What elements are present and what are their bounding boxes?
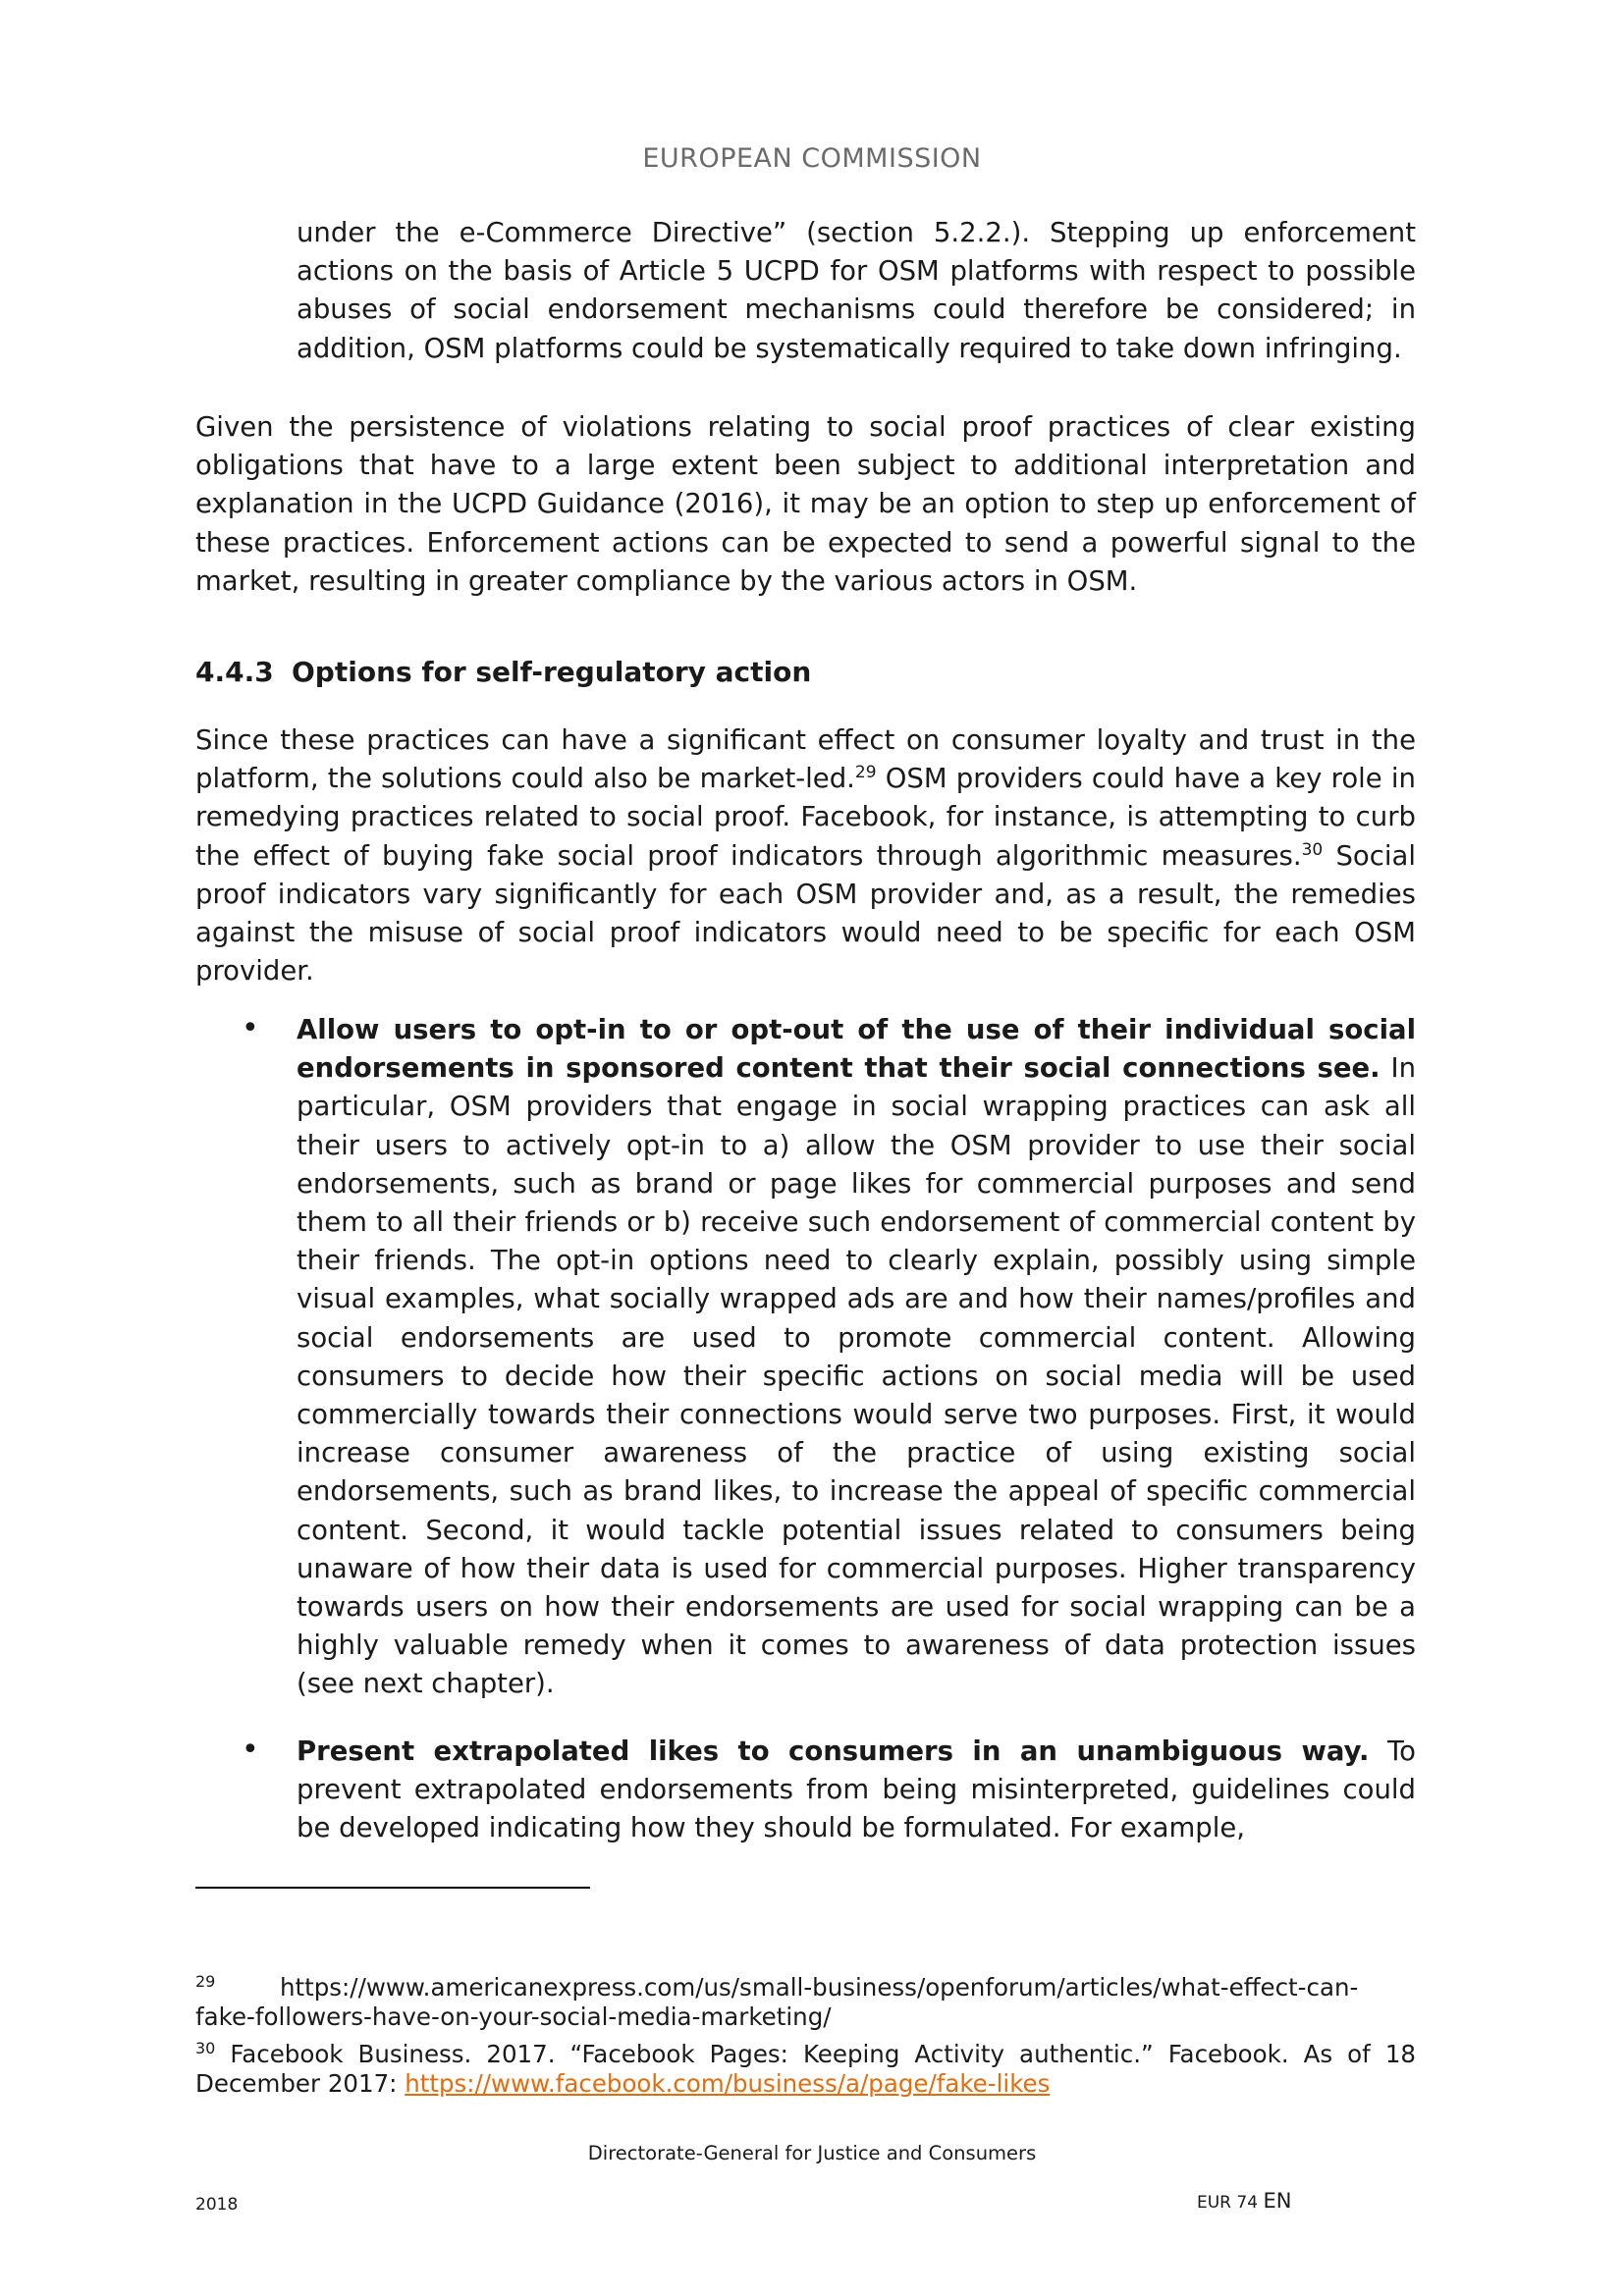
page-header: EUROPEAN COMMISSION [642, 143, 982, 174]
footer-doc-number: EUR 74 [1197, 2193, 1259, 2213]
footnote-ref-29[interactable]: 29 [854, 763, 877, 783]
bullet-body: In particular, OSM providers that engage in social wrapping practices can ask all their users to actively opt-in to a) allow the OSM provider to use their social endorsements, such as brand or page likes for commercial purposes and send them to all their friends or b) receive such endorsement of commercial content by their friends. The opt-in options need to clearly explain, possibly using simple visual examples, what socially wrapped ads are and how their names/profiles and social endorsements are used to promote commercial content. Allowing consumers to decide how their specific actions on social media will be used commercially towards their connections would serve two purposes. First, it would increase consumer awareness of the practice of using existing social endorsements, such as brand likes, to increase the appeal of specific commercial content. Second, it would tackle potential issues related to consumers being unaware of how their data is used for commercial purposes. Higher transparency towards users on how their endorsements are used for social wrapping can be a highly valuable remedy when it comes to awareness of data protection issues (see next chapter). [297, 1052, 1417, 1700]
para-text-c: Social proof indicators vary significantly for each OSM provider and, as a result, the remedies against the misuse of social proof indicators would need to be specific for each OSM provider. [195, 839, 1416, 988]
footnote-text: https://www.americanexpress.com/us/small-business/openforum/articles/what-effect-can-fake-followers-have-on-your-social-media-marketing/ [195, 1973, 1359, 2031]
footer-language: EN [1263, 2189, 1292, 2213]
section-title: Options for self-regulatory action [292, 656, 812, 688]
facebook-link[interactable]: https://www.facebook.com/business/a/page/fake-likes [405, 2069, 1051, 2098]
bullet-item-opt-in [297, 1011, 1416, 1704]
continuation-paragraph: under the e-Commerce Directive” (section 5.2.2.). Stepping up enforcement actions on the basis of Article 5 UCPD for OSM platforms with respect to possible abuses of social endorsement mechanisms could therefore be considered; in addition, OSM platforms could be systematically required to take down infringing. [297, 217, 1416, 364]
bullet-body: To prevent extrapolated endorsements from being misinterpreted, guidelines could be developed indicating how they should be formulated. For example, [297, 1735, 1416, 1844]
footnote-text: Facebook Business. 2017. “Facebook Pages: Keeping Activity authentic.” Facebook. As of 18 December 2017: [195, 2040, 1416, 2098]
footnote-number: 30 [195, 2038, 216, 2057]
footer-year: 2018 [195, 2195, 239, 2215]
bullet-marker: • [242, 1011, 259, 1045]
footer-doc-id [1197, 2189, 1291, 2213]
bullet-heading: Present extrapolated likes to consumers in an unambiguous way. [297, 1735, 1370, 1767]
self-regulatory-paragraph [195, 721, 1416, 990]
section-heading [195, 656, 811, 688]
bullet-item-extrapolated-likes [297, 1733, 1416, 1848]
para-text-b: OSM providers could have a key role in remedying practices related to social proof. Facebook, for instance, is attempting to curb the effect of buying fake social proof indicators through algorithmic measures. [195, 763, 1416, 872]
enforcement-paragraph: Given the persistence of violations relating to social proof practices of clear existing obligations that have to a large extent been subject to additional interpretation and explanation in the UCPD Guidance (2016), it may be an option to step up enforcement of these practices. Enforcement actions can be expected to send a powerful signal to the market, resulting in greater compliance by the various actors in OSM. [195, 411, 1416, 597]
section-number: 4.4.3 [195, 656, 274, 688]
footnote-ref-30[interactable]: 30 [1301, 839, 1324, 860]
footer-directorate: Directorate-General for Justice and Consumers [587, 2142, 1037, 2164]
footnote-29: $^{29}$ https://www.americanexpress.com/us/small-business/openforum/articles/what-effect-can-fake-followers-have-on-your-social-media-marketing/ [195, 1971, 1359, 2031]
bullet-heading: Allow users to opt-in to or opt-out of the use of their individual social endorsements in sponsored content that their social connections see. [297, 1014, 1416, 1085]
footnote-separator [195, 1887, 590, 1889]
bullet-marker: • [242, 1733, 259, 1767]
footnote-30 [195, 2040, 1416, 2099]
para-text-a: Since these practices can have a significant effect on consumer loyalty and trust in the platform, the solutions could also be market-led. [195, 724, 1416, 795]
